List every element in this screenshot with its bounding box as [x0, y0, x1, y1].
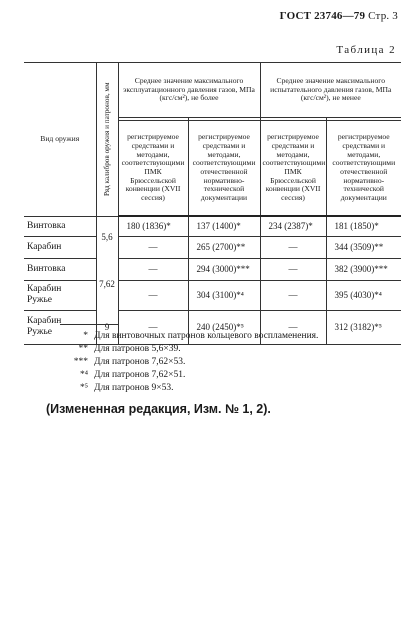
caliber-cell: 7,62: [96, 258, 118, 310]
footnote: [58, 356, 318, 369]
test-cip-cell: —: [260, 258, 326, 280]
footnote-text: Для патронов 7,62×51.: [94, 370, 186, 380]
footnote: [58, 330, 318, 343]
test-national-cell: 344 (3509)**: [326, 236, 401, 258]
weapon-cell: Винтовка: [24, 216, 96, 236]
weapon-cell: Карабин: [24, 236, 96, 258]
test-cip-cell: —: [260, 236, 326, 258]
exploitation-national-cell: 137 (1400)*: [188, 216, 260, 236]
table-row: [24, 258, 401, 280]
exploitation-national-cell: 304 (3100)*⁴: [188, 280, 260, 310]
footnote-mark: *⁴: [79, 370, 88, 380]
footnote-mark: **: [78, 344, 88, 354]
table-title: Таблица 2: [336, 44, 396, 56]
weapon-cell: Карабин Ружье: [24, 310, 96, 344]
col-header-caliber-text: Ряд калибров оружия и патронов, мм: [102, 82, 111, 197]
subheader-exploitation-national: регистрируемое средствами и методами, соответствующими отечественной нормативно-технической документации: [188, 121, 260, 217]
exploitation-cip-cell: 180 (1836)*: [118, 216, 188, 236]
footnote-mark: *: [83, 331, 88, 341]
subheader-test-national: регистрируемое средствами и методами, соответствующими отечественной нормативно-технической документации: [326, 121, 401, 217]
footnote: [58, 369, 318, 382]
subheader-exploitation-cip: регистрируемое средствами и методами, соответствующими ПМК Брюссельской конвенции (XVII сессия): [118, 121, 188, 217]
footnote-text: Для винтовочных патронов кольцевого воспламенения.: [94, 331, 319, 341]
test-national-cell: 181 (1850)*: [326, 216, 401, 236]
exploitation-cip-cell: —: [118, 236, 188, 258]
weapon-cell: Карабин Ружье: [24, 280, 96, 310]
footnote-separator: [60, 324, 118, 325]
test-cip-cell: 234 (2387)*: [260, 216, 326, 236]
footnote: [58, 382, 318, 395]
caliber-cell: 9: [96, 310, 118, 344]
page-header: [280, 10, 398, 22]
pressure-table: [24, 62, 401, 345]
test-cip-cell: —: [260, 280, 326, 310]
exploitation-cip-cell: —: [118, 310, 188, 344]
weapon-cell: Винтовка: [24, 258, 96, 280]
standard-number: ГОСТ 23746—79: [279, 10, 366, 22]
col-header-caliber: [96, 63, 118, 217]
table-row: [24, 216, 401, 236]
test-national-cell: 382 (3900)***: [326, 258, 401, 280]
page-number: Стр. 3: [368, 10, 398, 22]
exploitation-national-cell: 240 (2450)*⁵: [188, 310, 260, 344]
footnote-text: Для патронов 9×53.: [94, 383, 174, 393]
caliber-cell: 5,6: [96, 216, 118, 258]
footnote-mark: ***: [73, 357, 88, 367]
test-cip-cell: —: [260, 310, 326, 344]
exploitation-cip-cell: —: [118, 258, 188, 280]
exploitation-national-cell: 294 (3000)***: [188, 258, 260, 280]
footnote: [58, 343, 318, 356]
group-header-test: Среднее значение максимального испытательного давления газов, МПа (кгс/см²), не менее: [260, 63, 401, 118]
subheader-test-cip: регистрируемое средствами и методами, соответствующими ПМК Брюссельской конвенции (XVII сессия): [260, 121, 326, 217]
amendment-note: (Измененная редакция, Изм. № 1, 2).: [46, 402, 271, 416]
table-row: [24, 280, 401, 310]
footnote-text: Для патронов 5,6×39.: [94, 344, 181, 354]
group-header-exploitation: Среднее значение максимального эксплуатационного давления газов, МПа (кгс/см²), не более: [118, 63, 260, 118]
test-national-cell: 312 (3182)*⁵: [326, 310, 401, 344]
test-national-cell: 395 (4030)*⁴: [326, 280, 401, 310]
exploitation-national-cell: 265 (2700)**: [188, 236, 260, 258]
footnotes: [58, 330, 318, 395]
footnote-mark: *⁵: [79, 383, 88, 393]
footnote-text: Для патронов 7,62×53.: [94, 357, 186, 367]
table-row: [24, 236, 401, 258]
col-header-weapon: Вид оружия: [24, 63, 96, 217]
exploitation-cip-cell: —: [118, 280, 188, 310]
